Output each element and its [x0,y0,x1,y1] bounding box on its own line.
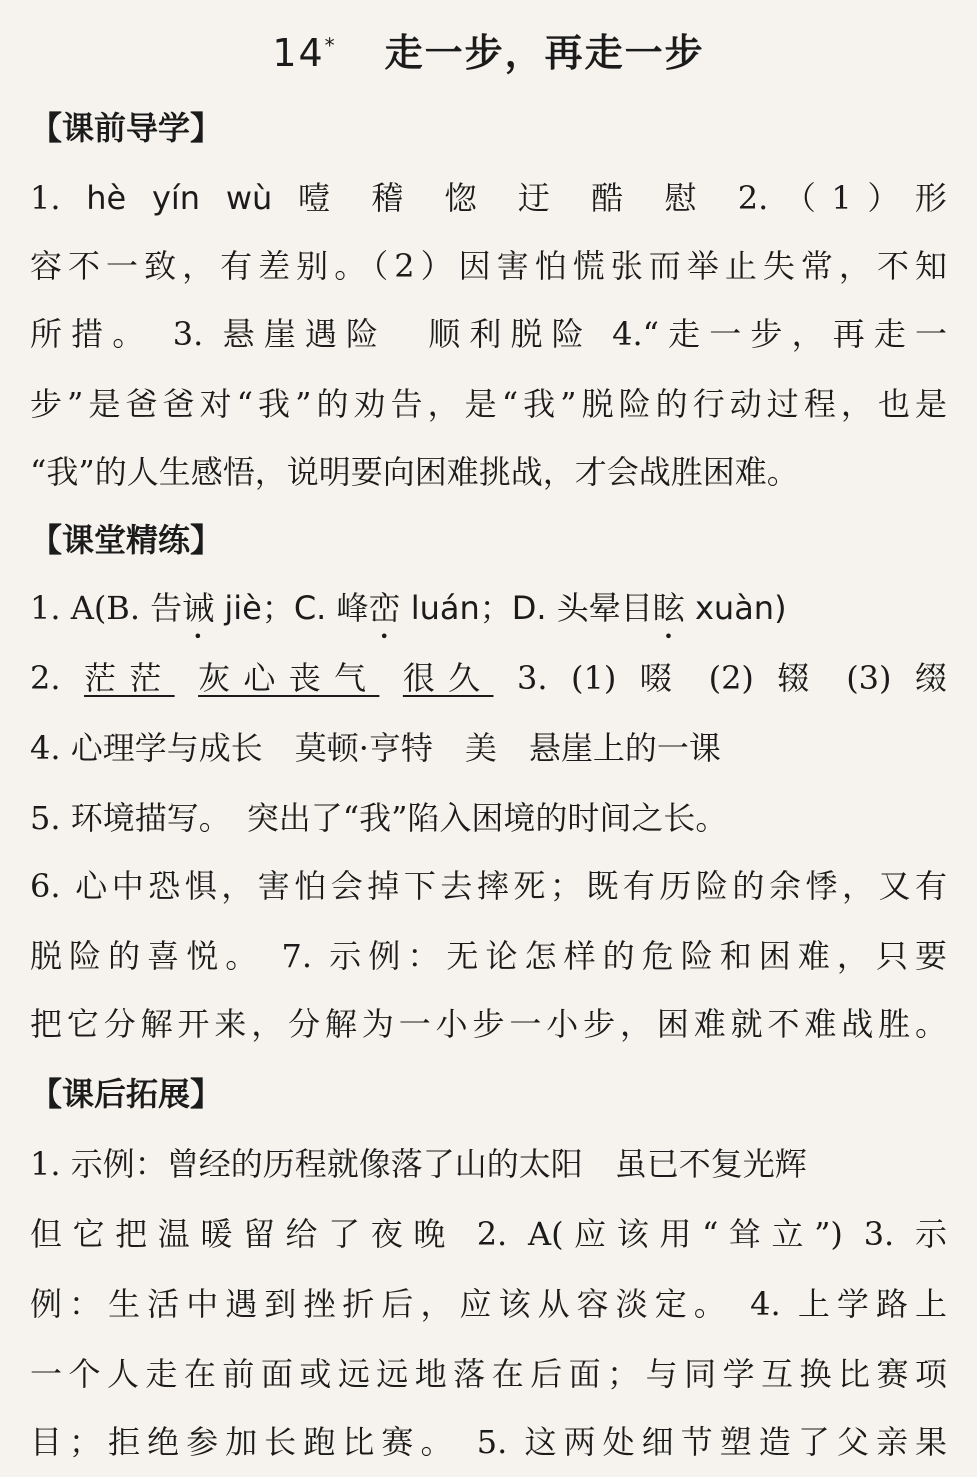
pre-q1-line [30,164,947,232]
section-in-class: 【课堂精练】 [30,521,223,559]
pre-q4-line4: 步”是爸爸对“我”的劝告，是“我”脱险的行动过程，也是 [30,385,947,423]
practice-q5: 5. 环境描写。 突出了“我”陷入困境的时间之长。 [30,799,728,837]
pre-q1-pinyin-1: hè [86,179,127,217]
pre-q1-pinyin-2: yín [151,179,201,217]
pre-q2-start: 2.（1）形 [737,179,947,217]
ext-q4-start: 4. 上学路上 [750,1285,947,1323]
ext-q2: 2. A(应该用“耸立”) [476,1215,843,1253]
pre-q4-start: 4.“走一步，再走一 [612,315,947,353]
ext-q1-line1: 1. 示例：曾经的历程就像落了山的太阳 虽已不复光辉 [30,1145,807,1183]
practice-q3-label: 3. [516,659,548,697]
lesson-number: 14* [272,31,337,75]
ext-q1-end: 但它把温暖留给了夜晚 [30,1215,456,1253]
lesson-title [30,22,947,82]
practice-q2-label: 2. [30,659,61,697]
practice-q6-end: 脱险的喜悦。 [30,937,265,975]
practice-q1-c-char: 峦 [368,589,401,627]
pre-q1-pinyin-3: wù [225,179,273,217]
ext-q4-line3: 目；拒绝参加长跑比赛。 [30,1423,460,1461]
ext-q4-q5-line [30,1408,947,1476]
practice-q1-b-char: 诫 [182,589,215,627]
pre-q1-char-5: 酷 [591,179,639,217]
practice-q1-d-char: 眩 [652,589,685,627]
answer-page [30,0,947,1477]
ext-q4-line2: 一个人走在前面或远远地落在后面；与同学互换比赛项 [30,1355,947,1393]
ext-q3-q4-line [30,1270,947,1338]
practice-q1-prefix: 1. A(B. 告 [30,589,183,627]
practice-q1-d-pinyin: xuàn) [684,589,787,627]
pre-q1-char-4: 迂 [517,179,566,217]
pre-q2-line2: 容不一致，有差别。（2）因害怕慌张而举止失常，不知 [30,247,947,285]
practice-q3-item-3: (3) 缀 [846,659,947,697]
pre-q4-line5: “我”的人生感悟，说明要向困难挑战，才会战胜困难。 [30,453,799,491]
practice-q6-line1: 6. 心中恐惧，害怕会掉下去摔死；既有历险的余悸，又有 [30,867,947,905]
practice-q3-item-2: (2) 辍 [708,659,823,697]
ext-q1-q3-line [30,1200,947,1268]
practice-q2-word-2: 灰心丧气 [198,659,380,697]
practice-q1-b-pinyin: jiè；C. 峰 [214,589,369,627]
pre-q1-char-2: 稽 [371,179,419,217]
practice-q2-q3-line [30,644,947,712]
ext-q3-line2: 例：生活中遇到挫折后，应该从容淡定。 [30,1285,733,1323]
practice-q4: 4. 心理学与成长 莫顿·亨特 美 悬崖上的一课 [30,729,721,767]
practice-q1-line [30,574,947,642]
practice-q2-word-1: 茫茫 [84,659,175,697]
section-pre-class: 【课前导学】 [30,109,223,147]
pre-q3: 3. 悬崖遇险 顺利脱险 [172,315,593,353]
pre-q3-line [30,300,947,368]
pre-q1-char-1: 噎 [298,179,346,217]
practice-q3-item-1: (1) 啜 [570,659,686,697]
practice-q7-start: 7. 示例：无论怎样的危险和困难，只要 [281,937,947,975]
ext-q5-start: 5. 这两处细节塑造了父亲果 [476,1423,947,1461]
practice-q7-line2: 把它分解开来，分解为一小步一小步，困难就不难战胜。 [30,1005,947,1043]
pre-q1-char-3: 惚 [444,179,493,217]
pre-q1-char-6: 慰 [664,179,713,217]
pre-q2-end: 所措。 [30,315,154,353]
practice-q1-c-pinyin: luán；D. 头晕目 [400,589,653,627]
pre-q1-label: 1. [30,179,61,217]
ext-q3-start: 3. 示 [863,1215,947,1253]
lesson-title-text: 走一步，再走一步 [384,31,705,75]
practice-q2-word-3: 很久 [402,659,494,697]
section-after-class: 【课后拓展】 [30,1075,223,1113]
practice-q6-q7-line [30,922,947,990]
